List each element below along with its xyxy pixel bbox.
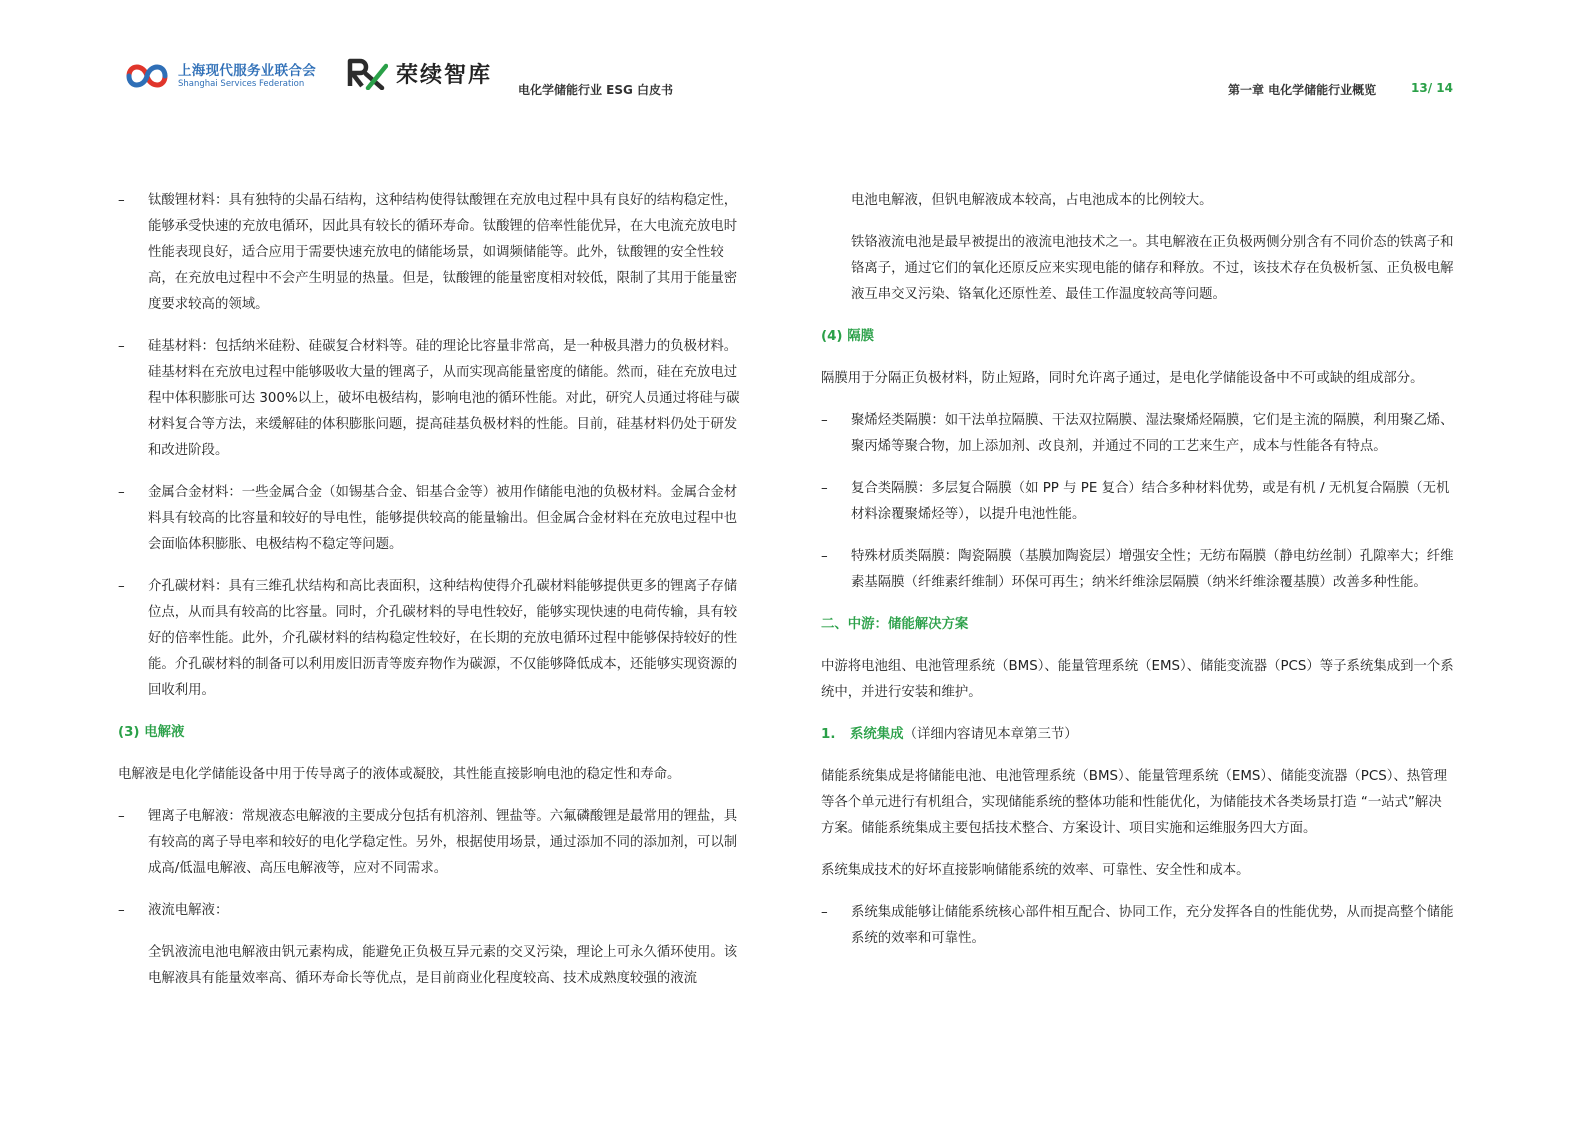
list-item-text: 聚烯烃类隔膜：如干法单拉隔膜、干法双拉隔膜、湿法聚烯烃隔膜，它们是主流的隔膜，利用聚乙烯、聚丙烯等聚合物，加上添加剂、改良剂，并通过不同的工艺来生产，成本与性能各有特点。	[851, 413, 1454, 454]
list-item	[821, 544, 1455, 596]
dash-bullet: –	[118, 339, 125, 354]
list-item	[821, 900, 1455, 952]
numbered-heading	[821, 722, 1455, 748]
federation-logo	[124, 58, 316, 94]
rx-logo-icon	[346, 56, 388, 90]
paragraph: 中游将电池组、电池管理系统（BMS）、能量管理系统（EMS）、储能变流器（PCS）等子系统集成到一个系统中，并进行安装和维护。	[821, 659, 1454, 700]
right-column	[821, 188, 1455, 968]
list-item-text: 锂离子电解液：常规液态电解液的主要成分包括有机溶剂、锂盐等。六氟磷酸锂是最常用的锂盐，具有较高的离子导电率和较好的电化学稳定性。另外，根据使用场景，通过添加不同的添加剂，可以制成高/低温电解液、高压电解液等，应对不同需求。	[148, 809, 738, 876]
list-item-text: 钛酸锂材料：具有独特的尖晶石结构，这种结构使得钛酸锂在充放电过程中具有良好的结构稳定性，能够承受快速的充放电循环，因此具有较长的循环寿命。钛酸锂的倍率性能优异，在大电流充放电时性能表现良好，适合应用于需要快速充放电的储能场景，如调频储能等。此外，钛酸锂的安全性较高，在充放电过程中不会产生明显的热量。但是，钛酸锂的能量密度相对较低，限制了其用于能量密度要求较高的领域。	[148, 193, 738, 312]
list-item	[118, 804, 748, 882]
list-item	[821, 408, 1455, 460]
heading-number: 1.	[821, 727, 836, 742]
paragraph: 隔膜用于分隔正负极材料，防止短路，同时允许离子通过，是电化学储能设备中不可或缺的组成部分。	[821, 371, 1424, 386]
chapter-title: 第一章 电化学储能行业概览	[1228, 83, 1377, 97]
section-heading-electrolyte: (3) 电解液	[118, 725, 185, 740]
dash-bullet: –	[118, 485, 125, 500]
page-header	[0, 0, 1587, 130]
page-number: 13/ 14	[1411, 81, 1453, 95]
list-item-text: 金属合金材料：一些金属合金（如锡基合金、铝基合金等）被用作储能电池的负极材料。金属合金材料具有较高的比容量和较好的导电性，能够提供较高的能量输出。但金属合金材料在充放电过程中也会面临体积膨胀、电极结构不稳定等问题。	[148, 485, 738, 552]
list-item	[821, 476, 1455, 528]
brand-logo	[346, 56, 492, 90]
paragraph: 储能系统集成是将储能电池、电池管理系统（BMS）、能量管理系统（EMS）、储能变流器（PCS）、热管理等各个单元进行有机组合，实现储能系统的整体功能和性能优化，为储能技术各类场景打造 “一站式”解决方案。储能系统集成主要包括技术整合、方案设计、项目实施和运维服务四大方面。	[821, 769, 1447, 836]
list-item	[118, 334, 748, 464]
paragraph: 电解液是电化学储能设备中用于传导离子的液体或凝胶，其性能直接影响电池的稳定性和寿命。	[118, 767, 681, 782]
list-item-text: 系统集成能够让储能系统核心部件相互配合、协同工作，充分发挥各自的性能优势，从而提高整个储能系统的效率和可靠性。	[851, 905, 1454, 946]
continued-paragraph: 电池电解液，但钒电解液成本较高，占电池成本的比例较大。	[851, 193, 1213, 208]
list-item-text: 介孔碳材料：具有三维孔状结构和高比表面积，这种结构使得介孔碳材料能够提供更多的锂离子存储位点，从而具有较高的比容量。同时，介孔碳材料的导电性较好，能够实现快速的电荷传输，具有较好的倍率性能。此外，介孔碳材料的结构稳定性较好，在长期的充放电循环过程中能够保持较好的性能。介孔碳材料的制备可以利用废旧沥青等废弃物作为碳源，不仅能够降低成本，还能够实现资源的回收利用。	[148, 579, 738, 698]
heading-note: （详细内容请见本章第三节）	[903, 727, 1078, 742]
dash-bullet: –	[821, 481, 828, 496]
document-title: 电化学储能行业 ESG 白皮书	[518, 83, 674, 97]
dash-bullet: –	[118, 809, 125, 824]
list-item-text: 特殊材质类隔膜：陶瓷隔膜（基膜加陶瓷层）增强安全性；无纺布隔膜（静电纺丝制）孔隙率大；纤维素基隔膜（纤维素纤维制）环保可再生；纳米纤维涂层隔膜（纳米纤维涂覆基膜）改善多种性能。	[851, 549, 1454, 590]
paragraph: 系统集成技术的好坏直接影响储能系统的效率、可靠性、安全性和成本。	[821, 863, 1250, 878]
list-item-text: 复合类隔膜：多层复合隔膜（如 PP 与 PE 复合）结合多种材料优势，或是有机 / 无机复合隔膜（无机材料涂覆聚烯烃等），以提升电池性能。	[851, 481, 1450, 522]
section-heading-midstream: 二、中游：储能解决方案	[821, 617, 969, 632]
list-item	[118, 898, 748, 924]
list-item-text: 液流电解液：	[148, 903, 229, 918]
dash-bullet: –	[118, 903, 125, 918]
list-item	[118, 480, 748, 558]
federation-name-en: Shanghai Services Federation	[178, 78, 305, 89]
federation-name-cn: 上海现代服务业联合会	[178, 62, 316, 79]
dash-bullet: –	[118, 193, 125, 208]
sub-paragraph: 全钒液流电池电解液由钒元素构成，能避免正负极互异元素的交叉污染，理论上可永久循环使用。该电解液具有能量效率高、循环寿命长等优点，是目前商业化程度较高、技术成熟度较强的液流	[148, 945, 738, 986]
section-heading-separator: (4) 隔膜	[821, 329, 875, 344]
list-item-text: 硅基材料：包括纳米硅粉、硅碳复合材料等。硅的理论比容量非常高，是一种极具潜力的负极材料。硅基材料在充放电过程中能够吸收大量的锂离子，从而实现高能量密度的储能。然而，硅在充放电过程中体积膨胀可达 300%以上，破坏电极结构，影响电池的循环性能。对此，研究人员通过将硅与碳材料复合等方法，来缓解硅的体积膨胀问题，提高硅基负极材料的性能。目前，硅基材料仍处于研发和改进阶段。	[148, 339, 740, 458]
dash-bullet: –	[821, 549, 828, 564]
dash-bullet: –	[821, 905, 828, 920]
brand-name: 荣续智库	[396, 62, 493, 88]
list-item	[118, 188, 748, 318]
list-item	[118, 574, 748, 704]
federation-knot-icon	[124, 58, 170, 94]
dash-bullet: –	[118, 579, 125, 594]
dash-bullet: –	[821, 413, 828, 428]
sub-paragraph: 铁铬液流电池是最早被提出的液流电池技术之一。其电解液在正负极两侧分别含有不同价态的铁离子和铬离子，通过它们的氧化还原反应来实现电能的储存和释放。不过，该技术存在负极析氢、正负极电解液互串交叉污染、铬氧化还原性差、最佳工作温度较高等问题。	[851, 235, 1454, 302]
left-column	[118, 188, 748, 1008]
heading-title: 系统集成	[850, 727, 904, 742]
